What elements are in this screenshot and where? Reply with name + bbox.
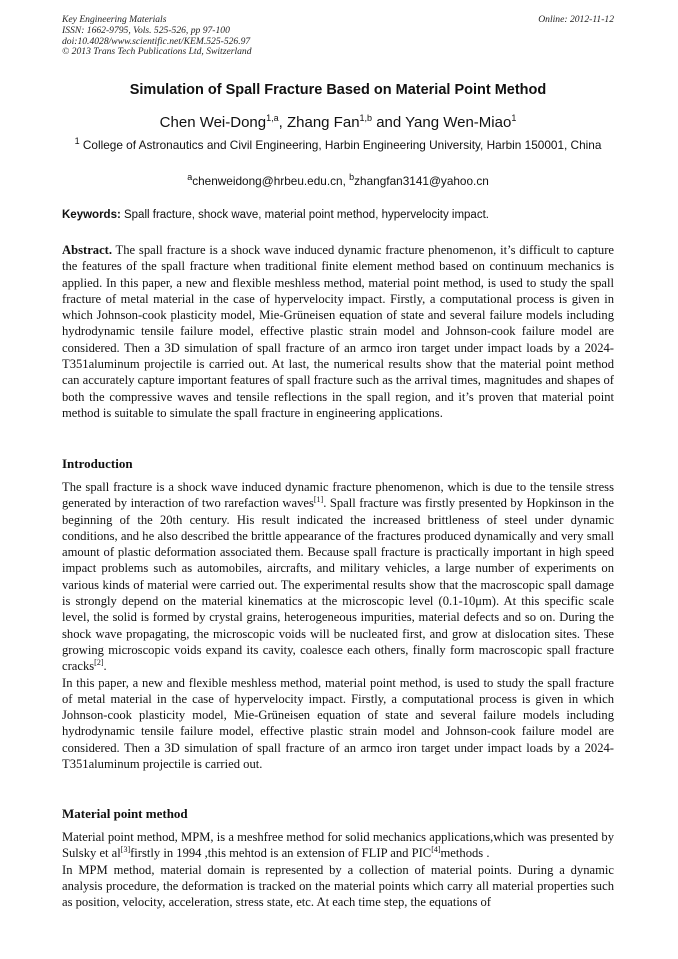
email-line <box>62 174 614 188</box>
introduction-body <box>62 479 614 772</box>
paragraph: In MPM method, material domain is represented by a collection of material points. During a dynamic analysis procedure, the deformation is tracked on the material points which carry all material properties such as position, velocity, acceleration, stress state, etc. At each time step, the equations of <box>62 862 614 910</box>
email-sup: a <box>187 172 193 183</box>
author-name: Chen Wei-Dong <box>159 114 267 131</box>
issn-line: ISSN: 1662-9795, Vols. 525-526, pp 97-100 <box>62 24 230 36</box>
email-separator: , <box>342 174 350 188</box>
abstract-label: Abstract. <box>62 243 113 257</box>
paragraph-text: . <box>103 659 107 674</box>
citation-ref[interactable]: [1] <box>313 495 324 505</box>
abstract <box>62 242 614 421</box>
author-affil-sup: 1,b <box>359 113 373 123</box>
journal-name: Key Engineering Materials <box>62 14 167 25</box>
section-heading-mpm: Material point method <box>62 806 188 821</box>
citation-ref[interactable]: [2] <box>94 658 104 668</box>
paragraph-text: Material point method, MPM, is a meshfree method for solid mechanics applications,which was presented by Sulsky et al <box>62 830 614 861</box>
affiliation-text: College of Astronautics and Civil Engineering, Harbin Engineering University, Harbin 150001, China <box>79 138 602 152</box>
journal-header <box>62 15 614 58</box>
abstract-text: The spall fracture is a shock wave induced dynamic fracture phenomenon, it’s difficult to capture the features of the spall fracture when traditional finite element method based on continuum mechanics is applied. In this paper, a new and flexible meshless method, material point method, is used to study the spall fracture of metal material in the case of hypervelocity impact. Firstly, a computational process is given in which Johnson-cook plasticity model, Mie-Grüneisen equation of state and several failure models including hydrodynamic tensile failure model, effective plastic strain model and Johnson-cook failure model are considered. Then a 3D simulation of spall fracture of an armco iron target under impact loads by a 2024-T351aluminum projectile is carried out. At last, the numerical results show that the material point method can accurately capture important features of spall fracture such as the arrival times, magnitudes and shapes of both the compressive waves and tensile reflections in the spall region, and it’s proven that material point method is suitable to simulate the spall fracture in engineering applications. <box>62 243 614 420</box>
author-line <box>62 114 614 131</box>
citation-ref[interactable]: [4] <box>431 845 441 855</box>
email-link[interactable]: zhangfan3141@yahoo.cn <box>354 174 489 188</box>
online-date: Online: 2012-11-12 <box>538 14 614 25</box>
keywords-text: Spall fracture, shock wave, material point method, hypervelocity impact. <box>120 209 489 221</box>
paragraph-text: . Spall fracture was firstly presented by Hopkinson in the beginning of the 20th century. His result indicated the increased brittleness of steel under dynamic conditions, and he also described the brittle appearance of the fractures produced dynamically and very small amount of plastic deformation associated them. Because spall fracture is practically important in high speed impact problems such as automobiles, aircrafts, and military vehicles, a large number of experiments on various kinds of material were carried out. The experimental results show that the macroscopic spall damage is strongly depend on the material kinematics at the microscopic level (0.1-10μm). At this specific scale level, the solid is formed by crystal grains, heterogeneous impurities, material defects and so on. During the shock wave propagating, the microscopic voids will be nucleated first, and grow at dislocation sites. These growing microscopic voids expand its cavity, coalesce each others, finally form macroscopic spall fracture cracks <box>62 496 614 674</box>
paragraph-text: methods . <box>440 846 490 861</box>
copyright-line: © 2013 Trans Tech Publications Ltd, Switzerland <box>62 46 252 58</box>
citation-ref[interactable]: [3] <box>120 845 131 855</box>
mpm-body <box>62 829 614 910</box>
email-sup: b <box>349 172 355 183</box>
paragraph-text: firstly in 1994 ,this mehtod is an extension of FLIP and PIC <box>130 846 432 861</box>
paragraph: In this paper, a new and flexible meshless method, material point method, is used to study the spall fracture of metal material in the case of hypervelocity impact. Firstly, a computational process is given in which Johnson-cook plasticity model, Mie-Grüneisen equation of state and several failure models including hydrodynamic tensile failure model, effective plastic strain model and Johnson-cook failure model are considered. Then a 3D simulation of spall fracture of an armco iron target under impact loads by a 2024-T351aluminum projectile is carried out. <box>62 675 614 772</box>
paragraph <box>62 479 614 675</box>
affiliation <box>62 138 614 153</box>
paper-title: Simulation of Spall Fracture Based on Material Point Method <box>129 82 547 98</box>
author-separator: and <box>372 114 406 131</box>
author-affil-sup: 1,a <box>266 113 279 123</box>
keywords <box>62 209 614 221</box>
author-affil-sup: 1 <box>511 113 517 123</box>
paragraph <box>62 829 614 862</box>
author-name: Zhang Fan <box>286 114 360 131</box>
affiliation-sup: 1 <box>74 136 80 147</box>
author-separator: , <box>278 114 287 131</box>
email-link[interactable]: chenweidong@hrbeu.edu.cn <box>192 174 343 188</box>
author-name: Yang Wen-Miao <box>405 114 512 131</box>
section-heading-introduction: Introduction <box>62 456 133 471</box>
doi-line: doi:10.4028/www.scientific.net/KEM.525-526.97 <box>62 35 251 47</box>
keywords-label: Keywords: <box>62 209 121 221</box>
paragraph-text: The spall fracture is a shock wave induced dynamic fracture phenomenon, which is due to the tensile stress generated by interaction of two rarefaction waves <box>62 480 614 511</box>
